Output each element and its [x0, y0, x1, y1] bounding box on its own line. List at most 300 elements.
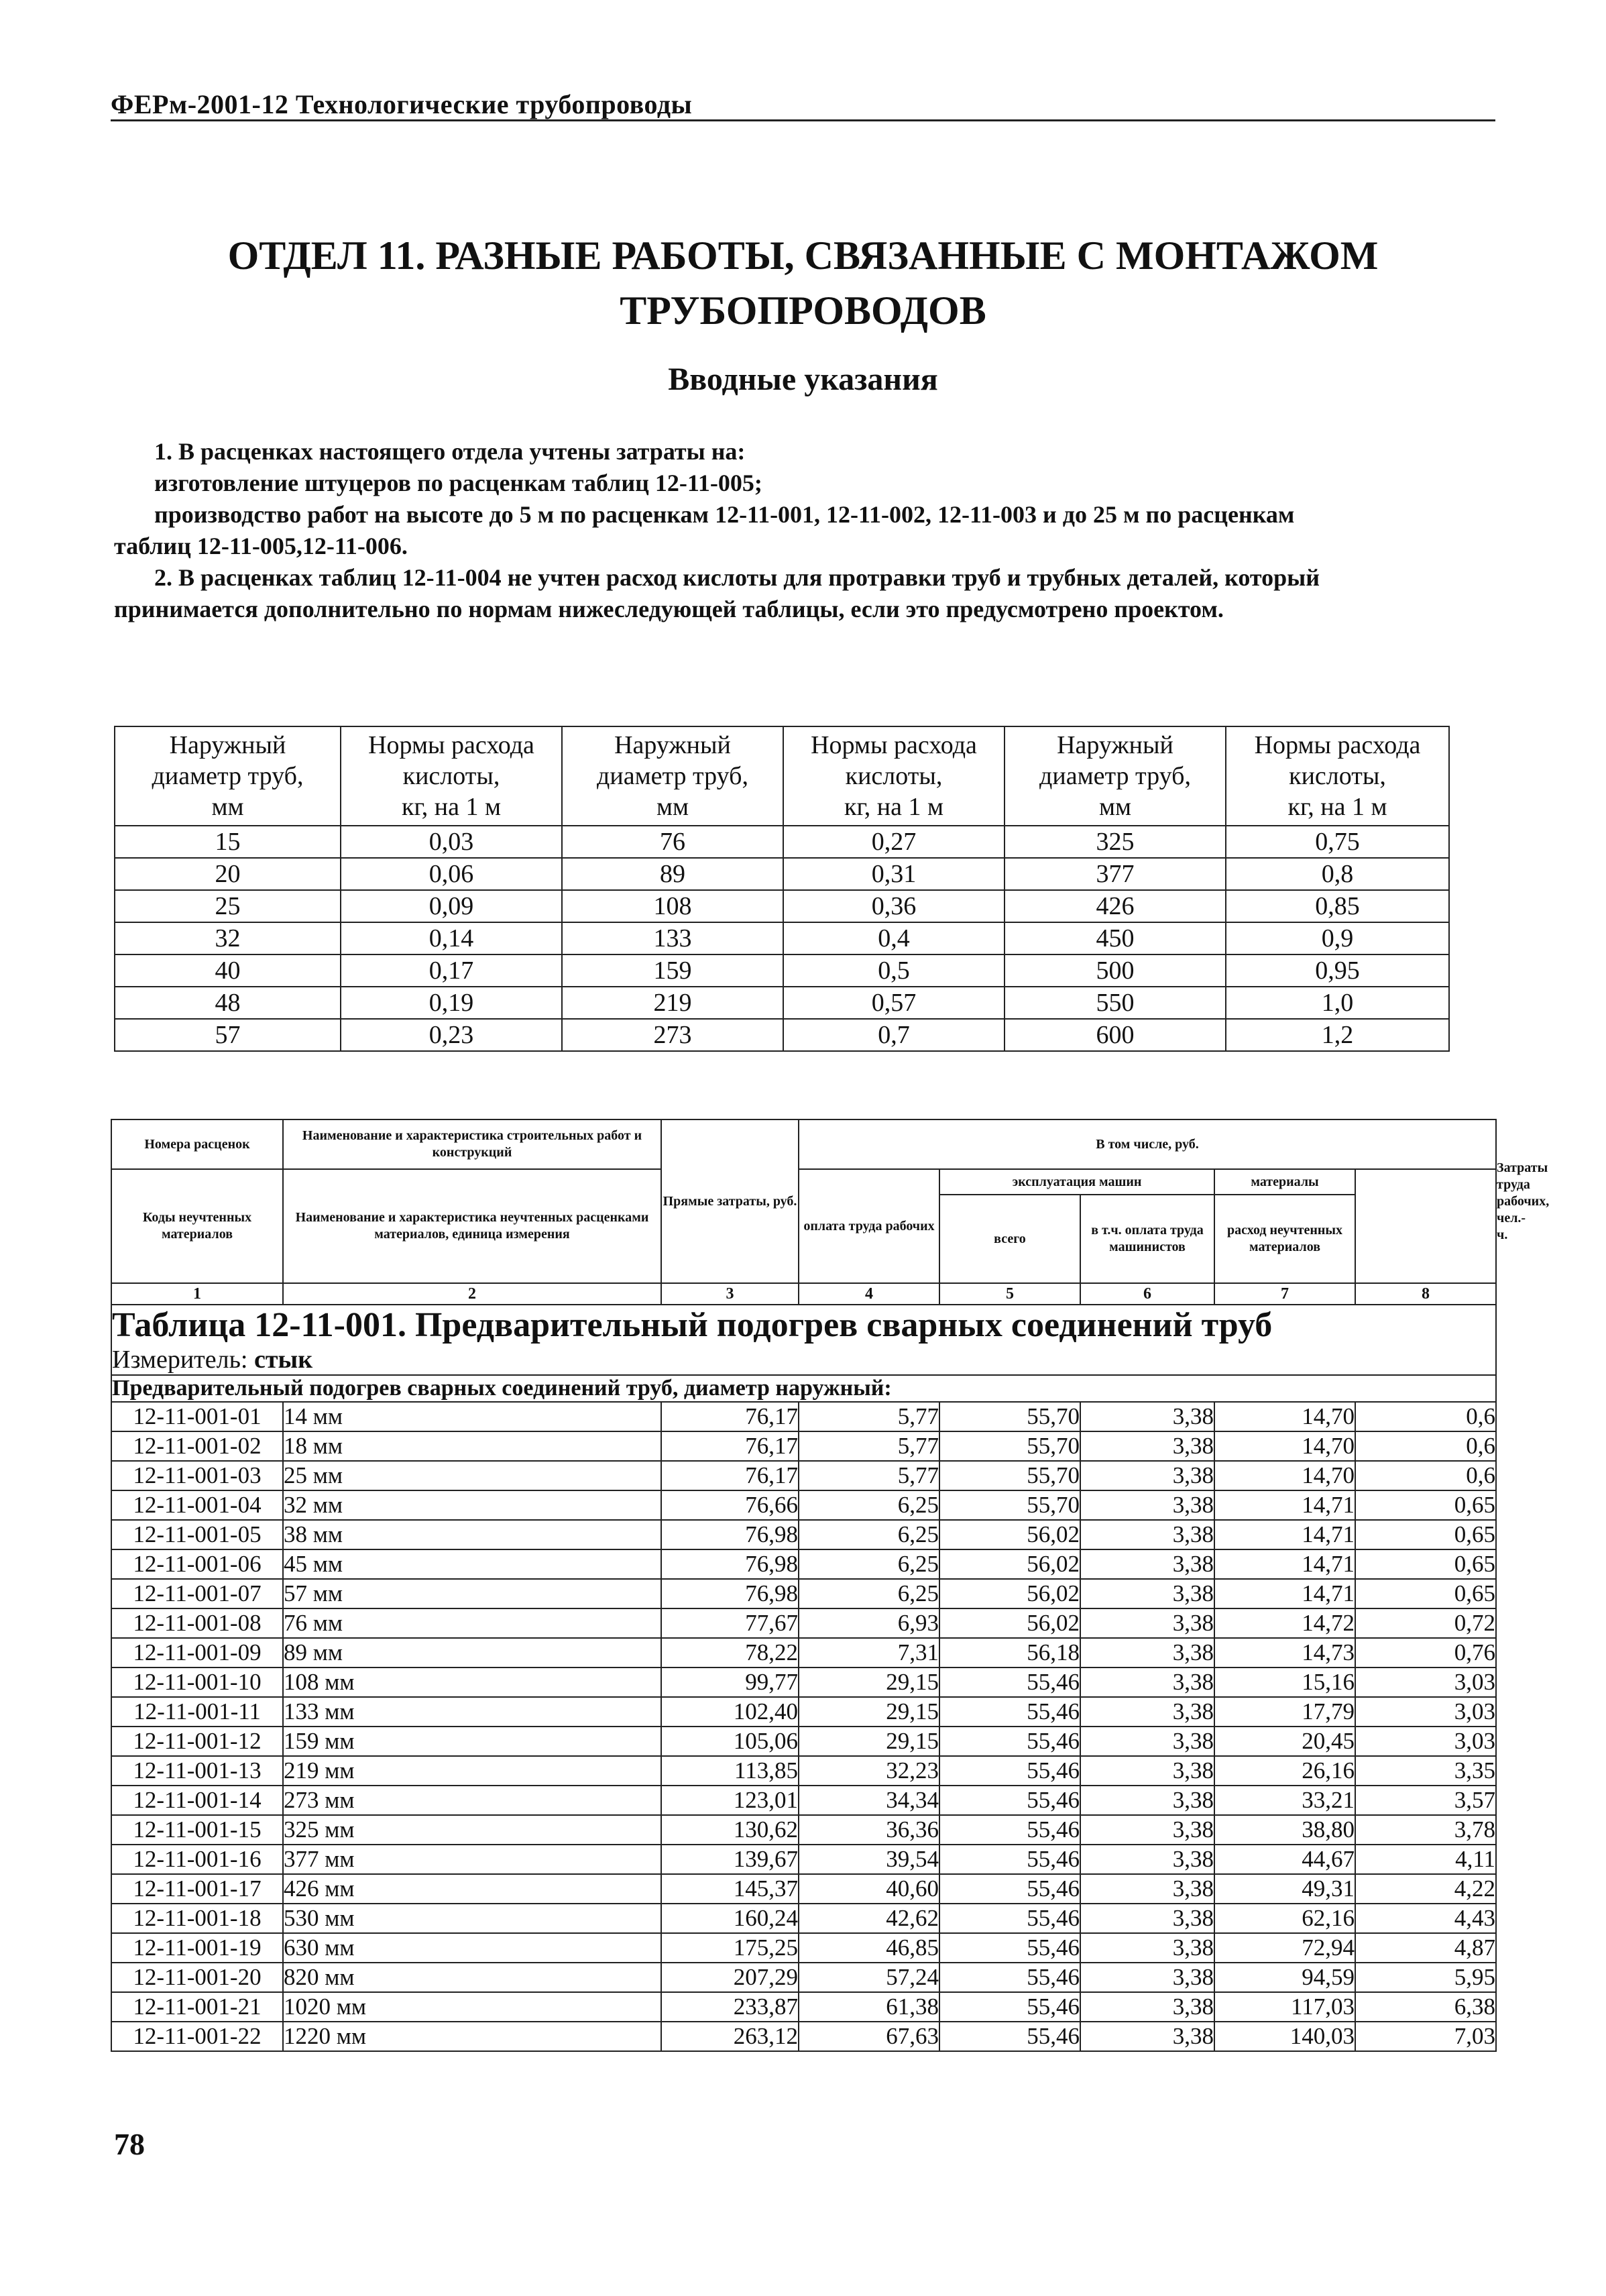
diameter-cell: 15: [115, 826, 341, 858]
work-name-cell: 530 мм: [283, 1904, 661, 1933]
header-line: Наружный: [614, 731, 731, 759]
rate-code-cell: 12-11-001-06: [111, 1549, 283, 1579]
labor-hours-cell: 3,03: [1355, 1668, 1496, 1697]
labor-pay-cell: 29,15: [799, 1668, 939, 1697]
codes-header-bottom: Коды неучтенных материалов: [111, 1169, 283, 1283]
direct-costs-cell: 123,01: [661, 1786, 799, 1815]
work-name-cell: 426 мм: [283, 1874, 661, 1904]
diameter-cell: 600: [1005, 1019, 1226, 1051]
acid-norm-cell: 0,57: [783, 987, 1005, 1019]
direct-costs-cell: 99,77: [661, 1668, 799, 1697]
labor-hours-cell: 0,6: [1355, 1461, 1496, 1490]
table-title: Таблица 12-11-001. Предварительный подогрев сварных соединений труб: [111, 1305, 1496, 1345]
direct-costs-cell: 76,98: [661, 1520, 799, 1549]
material-usage-header: расход неучтенных материалов: [1214, 1195, 1355, 1283]
labor-pay-cell: 67,63: [799, 2022, 939, 2051]
material-usage-cell: 17,79: [1214, 1697, 1355, 1727]
rate-code-cell: 12-11-001-01: [111, 1402, 283, 1431]
labor-pay-cell: 32,23: [799, 1756, 939, 1786]
table-row: [111, 1638, 1496, 1668]
acid-norm-cell: 1,2: [1226, 1019, 1449, 1051]
rate-code-cell: 12-11-001-04: [111, 1490, 283, 1520]
work-name-cell: 25 мм: [283, 1461, 661, 1490]
table-row: [111, 1963, 1496, 1992]
unit-label: Измеритель:: [112, 1346, 254, 1374]
acid-table-row: [115, 954, 1449, 987]
labor-hours-cell: 6,38: [1355, 1992, 1496, 2022]
column-numbers-row: [111, 1283, 1496, 1305]
work-name-cell: 273 мм: [283, 1786, 661, 1815]
direct-costs-cell: 77,67: [661, 1608, 799, 1638]
header-line: диаметр труб,: [1039, 762, 1191, 790]
machine-labor-cell: 3,38: [1080, 1431, 1214, 1461]
direct-costs-cell: 145,37: [661, 1874, 799, 1904]
direct-costs-cell: 263,12: [661, 2022, 799, 2051]
machine-labor-cell: 3,38: [1080, 1638, 1214, 1668]
table-row: [111, 1461, 1496, 1490]
material-usage-cell: 33,21: [1214, 1786, 1355, 1815]
rate-code-cell: 12-11-001-12: [111, 1727, 283, 1756]
material-usage-cell: 14,72: [1214, 1608, 1355, 1638]
work-name-cell: 57 мм: [283, 1579, 661, 1608]
rate-code-cell: 12-11-001-19: [111, 1933, 283, 1963]
labor-pay-cell: 34,34: [799, 1786, 939, 1815]
rate-code-cell: 12-11-001-07: [111, 1579, 283, 1608]
material-usage-cell: 14,70: [1214, 1461, 1355, 1490]
acid-norm-cell: 0,03: [341, 826, 562, 858]
labor-hours-cell: 0,65: [1355, 1490, 1496, 1520]
machine-labor-cell: 3,38: [1080, 1520, 1214, 1549]
labor-hours-cell: 0,6: [1355, 1402, 1496, 1431]
column-number: 8: [1355, 1283, 1496, 1305]
table-row: [111, 1874, 1496, 1904]
running-header: ФЕРм-2001-12 Технологические трубопроводы: [111, 89, 693, 119]
work-name-cell: 45 мм: [283, 1549, 661, 1579]
labor-hours-cell: 5,95: [1355, 1963, 1496, 1992]
direct-costs-cell: 76,17: [661, 1402, 799, 1431]
paragraph-1-item-1: изготовление штуцеров по расценкам таблиц 12-11-005;: [154, 470, 762, 496]
work-name-cell: 18 мм: [283, 1431, 661, 1461]
machine-labor-header: в т.ч. оплата труда машинистов: [1080, 1195, 1214, 1283]
machine-labor-cell: 3,38: [1080, 1608, 1214, 1638]
material-usage-cell: 140,03: [1214, 2022, 1355, 2051]
intro-heading: Вводные указания: [668, 362, 938, 397]
table-row: [111, 1786, 1496, 1815]
rates-table: [111, 1119, 1550, 2052]
labor-pay-cell: 7,31: [799, 1638, 939, 1668]
machine-total-cell: 55,70: [939, 1461, 1080, 1490]
machine-total-cell: 56,02: [939, 1549, 1080, 1579]
section-title: [111, 228, 1495, 338]
work-name-cell: 108 мм: [283, 1668, 661, 1697]
rate-code-cell: 12-11-001-20: [111, 1963, 283, 1992]
labor-hours-cell: 3,57: [1355, 1786, 1496, 1815]
header-line: кг, на 1 м: [1287, 793, 1387, 821]
material-usage-cell: 94,59: [1214, 1963, 1355, 1992]
machine-total-cell: 55,46: [939, 1697, 1080, 1727]
rate-code-cell: 12-11-001-16: [111, 1845, 283, 1874]
unit-row: [111, 1345, 1496, 1375]
labor-hours-cell: 0,6: [1355, 1431, 1496, 1461]
acid-table-row: [115, 826, 1449, 858]
paragraph-1: 1. В расценках настоящего отдела учтены затраты на:: [154, 438, 746, 465]
direct-costs-cell: 76,17: [661, 1461, 799, 1490]
rate-code-cell: 12-11-001-11: [111, 1697, 283, 1727]
labor-pay-header: оплата труда рабочих: [799, 1169, 939, 1283]
labor-hours-cell: 3,03: [1355, 1727, 1496, 1756]
diameter-cell: 25: [115, 890, 341, 922]
labor-pay-cell: 29,15: [799, 1697, 939, 1727]
material-usage-cell: 14,71: [1214, 1490, 1355, 1520]
rate-code-cell: 12-11-001-18: [111, 1904, 283, 1933]
labor-hours-cell: 4,22: [1355, 1874, 1496, 1904]
acid-norm-cell: 0,4: [783, 922, 1005, 954]
material-usage-cell: 14,71: [1214, 1579, 1355, 1608]
acid-table-row: [115, 858, 1449, 890]
machine-total-cell: 56,18: [939, 1638, 1080, 1668]
machine-total-header: всего: [939, 1195, 1080, 1283]
labor-pay-cell: 40,60: [799, 1874, 939, 1904]
table-row: [111, 1402, 1496, 1431]
work-name-cell: 820 мм: [283, 1963, 661, 1992]
direct-costs-cell: 76,66: [661, 1490, 799, 1520]
machine-total-cell: 55,70: [939, 1490, 1080, 1520]
table-row: [111, 1756, 1496, 1786]
direct-costs-cell: 113,85: [661, 1756, 799, 1786]
header-line: кг, на 1 м: [401, 793, 501, 821]
diameter-cell: 500: [1005, 954, 1226, 987]
table-row: [111, 1933, 1496, 1963]
header-line: Нормы расхода: [368, 731, 534, 759]
table-row: [111, 1845, 1496, 1874]
acid-norm-cell: 0,95: [1226, 954, 1449, 987]
labor-hours-cell: 3,35: [1355, 1756, 1496, 1786]
rate-code-cell: 12-11-001-02: [111, 1431, 283, 1461]
acid-norms-table: [114, 726, 1450, 1052]
header-line: диаметр труб,: [597, 762, 748, 790]
column-number: 2: [283, 1283, 661, 1305]
labor-pay-cell: 6,25: [799, 1490, 939, 1520]
header-line: мм: [1098, 793, 1132, 821]
material-usage-cell: 62,16: [1214, 1904, 1355, 1933]
acid-norm-cell: 0,9: [1226, 922, 1449, 954]
table-row: [111, 1697, 1496, 1727]
unit-cell: [111, 1345, 1496, 1375]
table-row: [111, 1668, 1496, 1697]
diameter-cell: 550: [1005, 987, 1226, 1019]
material-usage-cell: 20,45: [1214, 1727, 1355, 1756]
acid-norm-cell: 0,7: [783, 1019, 1005, 1051]
header-line: Наружный: [169, 731, 286, 759]
table-row: [111, 1490, 1496, 1520]
acid-table-row: [115, 922, 1449, 954]
acid-norm-cell: 0,17: [341, 954, 562, 987]
column-number: 5: [939, 1283, 1080, 1305]
diameter-cell: 133: [562, 922, 783, 954]
labor-hours-cell: 7,03: [1355, 2022, 1496, 2051]
machine-labor-cell: 3,38: [1080, 1668, 1214, 1697]
table-row: [111, 1431, 1496, 1461]
table-title-row: [111, 1305, 1496, 1345]
acid-norm-cell: 0,75: [1226, 826, 1449, 858]
column-number: 7: [1214, 1283, 1355, 1305]
machine-labor-cell: 3,38: [1080, 1490, 1214, 1520]
header-line: Нормы расхода: [811, 731, 977, 759]
work-name-cell: 32 мм: [283, 1490, 661, 1520]
labor-hours-cell: 0,65: [1355, 1579, 1496, 1608]
acid-norm-cell: 0,23: [341, 1019, 562, 1051]
machine-labor-cell: 3,38: [1080, 1845, 1214, 1874]
machine-total-cell: 55,46: [939, 1786, 1080, 1815]
work-name-cell: 38 мм: [283, 1520, 661, 1549]
machine-total-cell: 55,46: [939, 1992, 1080, 2022]
group-label: Предварительный подогрев сварных соединений труб, диаметр наружный:: [111, 1375, 1496, 1402]
labor-hours-cell: 3,03: [1355, 1697, 1496, 1727]
rate-code-cell: 12-11-001-03: [111, 1461, 283, 1490]
rate-code-cell: 12-11-001-22: [111, 2022, 283, 2051]
machine-labor-cell: 3,38: [1080, 1579, 1214, 1608]
direct-costs-cell: 130,62: [661, 1815, 799, 1845]
labor-pay-cell: 6,25: [799, 1579, 939, 1608]
intro-paragraphs: [114, 436, 1495, 625]
material-usage-cell: 14,71: [1214, 1520, 1355, 1549]
direct-costs-cell: 139,67: [661, 1845, 799, 1874]
labor-hours-cell: 4,43: [1355, 1904, 1496, 1933]
labor-pay-cell: 39,54: [799, 1845, 939, 1874]
work-name-cell: 133 мм: [283, 1697, 661, 1727]
diameter-cell: 48: [115, 987, 341, 1019]
acid-table-row: [115, 987, 1449, 1019]
work-name-cell: 219 мм: [283, 1756, 661, 1786]
diameter-cell: 32: [115, 922, 341, 954]
rate-code-cell: 12-11-001-05: [111, 1520, 283, 1549]
acid-norm-cell: 0,27: [783, 826, 1005, 858]
machine-labor-cell: 3,38: [1080, 1727, 1214, 1756]
material-usage-cell: 14,70: [1214, 1402, 1355, 1431]
acid-norm-cell: 0,09: [341, 890, 562, 922]
rate-code-cell: 12-11-001-21: [111, 1992, 283, 2022]
acid-norm-cell: 0,06: [341, 858, 562, 890]
acid-table-header: [115, 726, 1449, 826]
machine-total-cell: 56,02: [939, 1520, 1080, 1549]
rates-header-row-2: [111, 1169, 1496, 1195]
machine-total-cell: 55,46: [939, 1904, 1080, 1933]
labor-hours-cell: 0,76: [1355, 1638, 1496, 1668]
labor-pay-cell: 42,62: [799, 1904, 939, 1933]
page-number: 78: [114, 2127, 145, 2161]
diameter-cell: 450: [1005, 922, 1226, 954]
table-row: [111, 1520, 1496, 1549]
material-usage-cell: 14,71: [1214, 1549, 1355, 1579]
rate-code-cell: 12-11-001-08: [111, 1608, 283, 1638]
material-usage-cell: 14,73: [1214, 1638, 1355, 1668]
material-usage-cell: 44,67: [1214, 1845, 1355, 1874]
machine-labor-cell: 3,38: [1080, 1402, 1214, 1431]
diameter-header: [115, 726, 341, 826]
machine-labor-cell: 3,38: [1080, 1933, 1214, 1963]
machine-total-cell: 55,46: [939, 2022, 1080, 2051]
section-title-line-2: ТРУБОПРОВОДОВ: [620, 288, 986, 333]
labor-pay-cell: 5,77: [799, 1402, 939, 1431]
work-name-cell: 1020 мм: [283, 1992, 661, 2022]
machine-labor-cell: 3,38: [1080, 1461, 1214, 1490]
machine-labor-cell: 3,38: [1080, 1815, 1214, 1845]
machine-total-cell: 55,70: [939, 1402, 1080, 1431]
labor-pay-cell: 6,25: [799, 1520, 939, 1549]
column-number: 1: [111, 1283, 283, 1305]
labor-pay-cell: 57,24: [799, 1963, 939, 1992]
machine-labor-cell: 3,38: [1080, 1697, 1214, 1727]
diameter-cell: 219: [562, 987, 783, 1019]
machine-labor-cell: 3,38: [1080, 1756, 1214, 1786]
table-row: [111, 1904, 1496, 1933]
machine-labor-cell: 3,38: [1080, 2022, 1214, 2051]
table-row: [111, 1992, 1496, 2022]
material-usage-cell: 38,80: [1214, 1815, 1355, 1845]
labor-hours-cell: 0,65: [1355, 1520, 1496, 1549]
labor-pay-cell: 5,77: [799, 1461, 939, 1490]
direct-costs-header: Прямые затраты, руб.: [661, 1119, 799, 1283]
header-line: кислоты,: [845, 762, 943, 790]
acid-norm-cell: 0,14: [341, 922, 562, 954]
labor-pay-cell: 6,93: [799, 1608, 939, 1638]
machine-labor-cell: 3,38: [1080, 1992, 1214, 2022]
diameter-cell: 273: [562, 1019, 783, 1051]
diameter-cell: 426: [1005, 890, 1226, 922]
table-row: [111, 2022, 1496, 2051]
unit-value: стык: [254, 1346, 313, 1374]
direct-costs-cell: 78,22: [661, 1638, 799, 1668]
labor-pay-cell: 5,77: [799, 1431, 939, 1461]
table-row: [111, 1579, 1496, 1608]
work-name-cell: 325 мм: [283, 1815, 661, 1845]
rate-code-cell: 12-11-001-15: [111, 1815, 283, 1845]
machine-labor-cell: 3,38: [1080, 1904, 1214, 1933]
material-usage-cell: 14,70: [1214, 1431, 1355, 1461]
machine-total-cell: 55,46: [939, 1874, 1080, 1904]
machine-total-cell: 55,70: [939, 1431, 1080, 1461]
acid-norm-cell: 0,19: [341, 987, 562, 1019]
machine-labor-cell: 3,38: [1080, 1786, 1214, 1815]
direct-costs-cell: 207,29: [661, 1963, 799, 1992]
rate-code-cell: 12-11-001-13: [111, 1756, 283, 1786]
material-usage-cell: 49,31: [1214, 1874, 1355, 1904]
machine-labor-cell: 3,38: [1080, 1549, 1214, 1579]
column-number: 4: [799, 1283, 939, 1305]
acid-norm-cell: 1,0: [1226, 987, 1449, 1019]
machine-total-cell: 55,46: [939, 1727, 1080, 1756]
header-line: диаметр труб,: [152, 762, 304, 790]
machine-total-cell: 55,46: [939, 1933, 1080, 1963]
material-usage-cell: 26,16: [1214, 1756, 1355, 1786]
rate-code-cell: 12-11-001-17: [111, 1874, 283, 1904]
direct-costs-cell: 76,17: [661, 1431, 799, 1461]
work-name-cell: 76 мм: [283, 1608, 661, 1638]
diameter-cell: 40: [115, 954, 341, 987]
acid-norm-cell: 0,8: [1226, 858, 1449, 890]
acid-norm-header: [783, 726, 1005, 826]
table-row: [111, 1727, 1496, 1756]
labor-pay-cell: 46,85: [799, 1933, 939, 1963]
rates-header-row-1: Номера расценок Наименование и характеристика строительных работ и конструкций Прямые затраты, руб. В том числе, руб. Затраты труда рабочих, чел.-ч.: [111, 1119, 1496, 1169]
labor-pay-cell: 6,25: [799, 1549, 939, 1579]
header-line: кг, на 1 м: [844, 793, 943, 821]
material-usage-cell: 15,16: [1214, 1668, 1355, 1697]
header-rule: [111, 119, 1495, 121]
name-header-top: Наименование и характеристика строительных работ и конструкций: [283, 1119, 661, 1169]
material-usage-cell: 117,03: [1214, 1992, 1355, 2022]
machine-total-cell: 56,02: [939, 1579, 1080, 1608]
machine-labor-cell: 3,38: [1080, 1874, 1214, 1904]
rate-code-cell: 12-11-001-09: [111, 1638, 283, 1668]
header-line: Нормы расхода: [1254, 731, 1421, 759]
work-name-cell: 89 мм: [283, 1638, 661, 1668]
codes-header-top: Номера расценок: [111, 1119, 283, 1169]
column-number: 6: [1080, 1283, 1214, 1305]
paragraph-1-item-2-cont: таблиц 12-11-005,12-11-006.: [114, 533, 408, 559]
acid-norm-cell: 0,5: [783, 954, 1005, 987]
acid-norm-cell: 0,36: [783, 890, 1005, 922]
paragraph-2-cont: принимается дополнительно по нормам нижеследующей таблицы, если это предусмотрено проектом.: [114, 596, 1224, 622]
header-line: Наружный: [1057, 731, 1173, 759]
labor-pay-cell: 61,38: [799, 1992, 939, 2022]
diameter-cell: 108: [562, 890, 783, 922]
paragraph-1-item-2: производство работ на высоте до 5 м по расценкам 12-11-001, 12-11-002, 12-11-003 и до 25 м по расценкам: [154, 501, 1295, 528]
machine-total-cell: 55,46: [939, 1668, 1080, 1697]
header-line: кислоты,: [1289, 762, 1386, 790]
labor-hours-cell: 4,11: [1355, 1845, 1496, 1874]
diameter-cell: 76: [562, 826, 783, 858]
work-name-cell: 1220 мм: [283, 2022, 661, 2051]
section-title-line-1: ОТДЕЛ 11. РАЗНЫЕ РАБОТЫ, СВЯЗАННЫЕ С МОНТАЖОМ: [227, 233, 1379, 278]
machine-labor-cell: 3,38: [1080, 1963, 1214, 1992]
labor-hours-cell: 4,87: [1355, 1933, 1496, 1963]
diameter-cell: 377: [1005, 858, 1226, 890]
name-header-bottom: Наименование и характеристика неучтенных расценками материалов, единица измерения: [283, 1169, 661, 1283]
material-usage-cell: 72,94: [1214, 1933, 1355, 1963]
labor-pay-cell: 36,36: [799, 1815, 939, 1845]
diameter-cell: 57: [115, 1019, 341, 1051]
machine-total-cell: 55,46: [939, 1756, 1080, 1786]
rate-code-cell: 12-11-001-14: [111, 1786, 283, 1815]
diameter-header: [562, 726, 783, 826]
diameter-cell: 89: [562, 858, 783, 890]
header-line: кислоты,: [402, 762, 500, 790]
header-line: мм: [656, 793, 689, 821]
acid-norm-header: [341, 726, 562, 826]
header-line: мм: [211, 793, 244, 821]
direct-costs-cell: 233,87: [661, 1992, 799, 2022]
acid-norm-cell: 0,31: [783, 858, 1005, 890]
direct-costs-cell: 76,98: [661, 1579, 799, 1608]
direct-costs-cell: 160,24: [661, 1904, 799, 1933]
diameter-cell: 20: [115, 858, 341, 890]
labor-hours-cell: 0,72: [1355, 1608, 1496, 1638]
work-name-cell: 630 мм: [283, 1933, 661, 1963]
labor-pay-cell: 29,15: [799, 1727, 939, 1756]
column-number: 3: [661, 1283, 799, 1305]
including-header: В том числе, руб.: [799, 1119, 1496, 1169]
table-row: [111, 1549, 1496, 1579]
machine-total-cell: 55,46: [939, 1815, 1080, 1845]
acid-table-row: [115, 890, 1449, 922]
acid-table-row: [115, 1019, 1449, 1051]
direct-costs-cell: 102,40: [661, 1697, 799, 1727]
labor-hours-cell: 3,78: [1355, 1815, 1496, 1845]
rate-code-cell: 12-11-001-10: [111, 1668, 283, 1697]
diameter-header: [1005, 726, 1226, 826]
acid-norm-header: [1226, 726, 1449, 826]
